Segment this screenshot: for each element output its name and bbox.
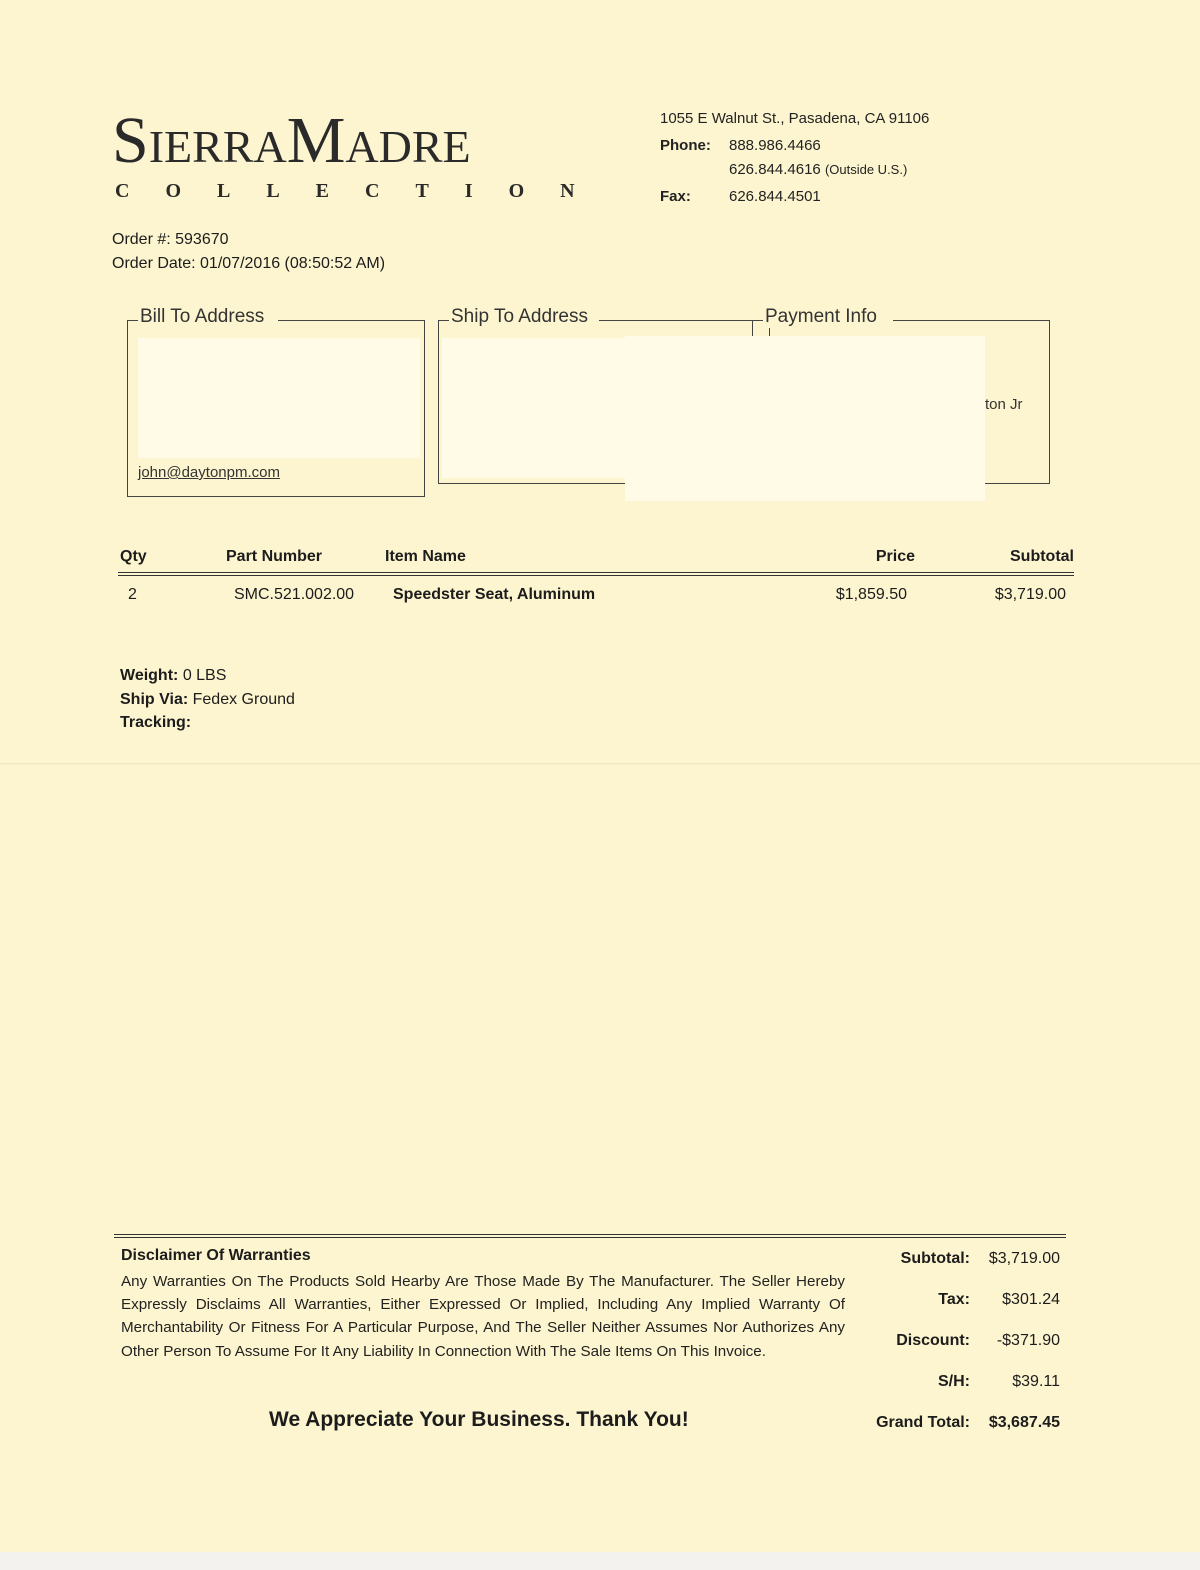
phone-intl-note: (Outside U.S.): [824, 162, 908, 177]
header-qty: Qty: [120, 548, 147, 565]
redacted-bill-address: [138, 338, 420, 458]
redacted-payment-info: [625, 336, 985, 501]
box-border: [753, 320, 763, 321]
discount-value: -$371.90: [996, 1332, 1060, 1349]
weight-label: Weight:: [120, 667, 179, 684]
shipping-info: [120, 664, 295, 735]
grand-total-label: Grand Total:: [876, 1414, 970, 1431]
footer-rule: [114, 1237, 1066, 1238]
payment-partial-name: ton Jr: [985, 396, 1023, 413]
box-border: [893, 320, 1049, 321]
subtotal-value: $3,719.00: [988, 1250, 1060, 1267]
phone-number: 888.986.4466: [729, 137, 821, 154]
order-date: Order Date: 01/07/2016 (08:50:52 AM): [112, 255, 386, 272]
payment-info-title: Payment Info: [765, 306, 877, 327]
discount-label: Discount:: [896, 1332, 970, 1349]
box-border: [278, 320, 424, 321]
table-header-rule: [118, 575, 1074, 576]
row-qty: 2: [128, 586, 137, 603]
logo-letters: IERRA: [148, 121, 287, 172]
bill-to-email: john@daytonpm.com: [138, 464, 280, 481]
grand-total-value: $3,687.45: [988, 1414, 1060, 1431]
box-border: [439, 320, 449, 321]
paper-fold-line: [0, 763, 1200, 765]
table-header-rule: [118, 572, 1074, 573]
company-logo: [112, 104, 471, 177]
logo-letter: M: [286, 104, 346, 177]
order-info: [112, 228, 385, 276]
tax-label: Tax:: [938, 1291, 970, 1308]
ship-via-value: Fedex Ground: [192, 690, 295, 708]
sh-label: S/H:: [938, 1373, 970, 1390]
disclaimer-text: Any Warranties On The Products Sold Hearby Are Those Made By The Manufacturer. The Seller Hereby Expressly Disclaims All Warranties, Either Expressed Or Implied, Including Any Implied Warranty Of Merchantability Or Fitness For A Particular Purpose, And The Seller Neither Assumes Nor Authorizes Any Other Person To Assume For It Any Liability In Connection With The Sale Items On This Invoice.: [121, 1273, 845, 1360]
phone-label: Phone:: [660, 137, 711, 154]
ship-via-line: [120, 688, 295, 712]
ship-to-title: Ship To Address: [451, 306, 588, 327]
header-subtotal: Subtotal: [1010, 548, 1074, 565]
sh-value: $39.11: [1012, 1373, 1060, 1390]
tax-value: $301.24: [1002, 1291, 1060, 1308]
disclaimer-title: Disclaimer Of Warranties: [121, 1247, 311, 1264]
company-address: 1055 E Walnut St., Pasadena, CA 91106: [660, 110, 930, 127]
scan-bottom-edge: [0, 1552, 1200, 1570]
footer-rule: [114, 1234, 1066, 1235]
logo-subtitle: COLLECTION: [115, 180, 611, 202]
row-part-number: SMC.521.002.00: [234, 586, 355, 603]
header-item-name: Item Name: [385, 548, 466, 565]
tracking-line: [120, 711, 295, 735]
phone-intl: [729, 161, 907, 178]
subtotal-label: Subtotal:: [900, 1250, 970, 1267]
header-part-number: Part Number: [226, 548, 323, 565]
row-price: $1,859.50: [835, 586, 907, 603]
logo-letter: S: [112, 104, 149, 177]
phone-intl-number: 626.844.4616: [729, 161, 821, 178]
fax-number: 626.844.4501: [729, 188, 821, 205]
logo-letters: ADRE: [345, 121, 471, 172]
header-price: Price: [875, 548, 915, 565]
weight-line: [120, 664, 295, 688]
fax-label: Fax:: [660, 188, 691, 205]
bill-to-title: Bill To Address: [140, 306, 265, 327]
ship-via-label: Ship Via:: [120, 690, 189, 708]
row-subtotal: $3,719.00: [994, 586, 1066, 603]
thank-you-message: We Appreciate Your Business. Thank You!: [269, 1408, 689, 1431]
weight-value: 0 LBS: [182, 667, 227, 684]
order-number: Order #: 593670: [112, 231, 229, 248]
row-item-name: Speedster Seat, Aluminum: [393, 586, 596, 603]
box-border: [599, 320, 769, 321]
tracking-label: Tracking:: [120, 714, 192, 731]
